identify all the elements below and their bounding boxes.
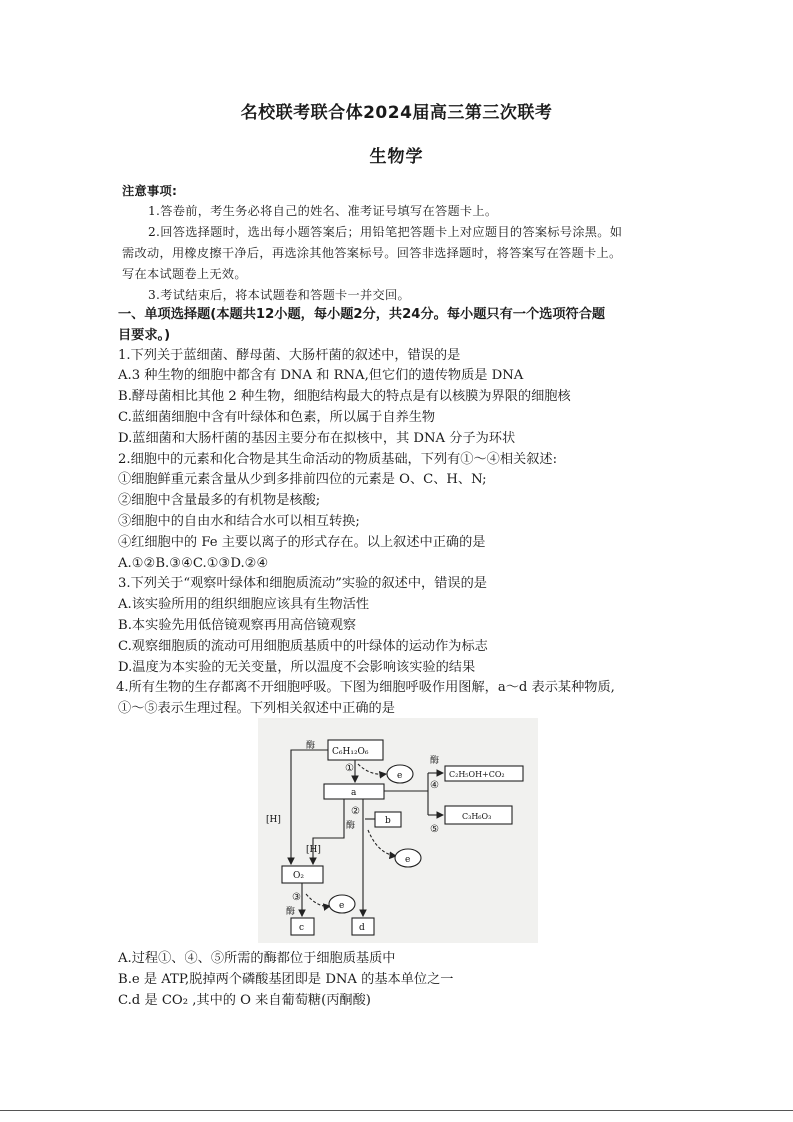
- label-a: a: [351, 788, 357, 798]
- notice-item: 2.回答选择题时，选出每小题答案后；用铅笔把答题卡上对应题目的答案标号涂黑。如: [148, 225, 623, 239]
- notice-item: 写在本试题卷上无效。: [122, 267, 247, 281]
- notice-item: 需改动，用橡皮擦干净后，再选涂其他答案标号。回答非选择题时，将答案写在答题卡上。: [122, 246, 622, 260]
- respiration-diagram: [258, 718, 538, 943]
- question-3-option-a: A.该实验所用的组织细胞应该具有生物活性: [118, 597, 370, 612]
- step-4: ④: [430, 780, 439, 791]
- step-3: ③: [292, 892, 301, 903]
- section-heading: 一、单项选择题(本题共12小题，每小题2分，共24分。每小题只有一个选项符合题: [118, 307, 606, 322]
- question-2-statement: ②细胞中含量最多的有机物是核酸;: [118, 493, 321, 508]
- enzyme-label: 酶: [306, 741, 316, 751]
- ethanol-label: C₂H₅OH+CO₂: [449, 770, 505, 779]
- label-b: b: [385, 816, 391, 826]
- h-label: [H]: [306, 845, 321, 855]
- enzyme-label: 酶: [430, 756, 440, 766]
- question-1-option-d: D.蓝细菌和大肠杆菌的基因主要分布在拟核中，其 DNA 分子为环状: [118, 431, 516, 446]
- subject-title: 生物学: [369, 147, 424, 167]
- question-3-option-d: D.温度为本实验的无关变量，所以温度不会影响该实验的结果: [118, 660, 476, 675]
- step-2: ②: [351, 806, 360, 817]
- label-e: e: [397, 771, 403, 781]
- label-d: d: [359, 923, 365, 933]
- question-4-option-a: A.过程①、④、⑤所需的酶都位于细胞质基质中: [118, 951, 396, 966]
- question-1-stem: 1.下列关于蓝细菌、酵母菌、大肠杆菌的叙述中，错误的是: [118, 348, 461, 363]
- question-2-statement: ③细胞中的自由水和结合水可以相互转换;: [118, 514, 360, 529]
- enzyme-label: 酶: [346, 821, 356, 831]
- question-2-statement: ④红细胞中的 Fe 主要以离子的形式存在。以上叙述中正确的是: [118, 535, 486, 550]
- notice-item: 3.考试结束后，将本试题卷和答题卡一并交回。: [148, 288, 410, 302]
- notice-heading: 注意事项:: [122, 184, 178, 198]
- label-c: c: [299, 923, 305, 933]
- question-4-stem: ①～⑤表示生理过程。下列相关叙述中正确的是: [118, 701, 395, 716]
- question-2-stem: 2.细胞中的元素和化合物是其生命活动的物质基础，下列有①～④相关叙述:: [118, 452, 558, 467]
- question-3-option-c: C.观察细胞质的流动可用细胞质基质中的叶绿体的运动作为标志: [118, 639, 488, 654]
- label-e: e: [405, 855, 411, 865]
- label-e: e: [339, 901, 345, 911]
- step-1: ①: [345, 763, 354, 774]
- question-1-option-b: B.酵母菌相比其他 2 种生物，细胞结构最大的特点是有以核膜为界限的细胞核: [118, 389, 571, 404]
- question-4-stem: 4.所有生物的生存都离不开细胞呼吸。下图为细胞呼吸作用图解，a～d 表示某种物质,: [116, 680, 615, 695]
- question-3-stem: 3.下列关于“观察叶绿体和细胞质流动”实验的叙述中，错误的是: [118, 576, 487, 591]
- o2-label: O₂: [293, 871, 304, 881]
- section-heading: 目要求。): [118, 328, 171, 343]
- glucose-label: C₆H₁₂O₆: [332, 747, 369, 757]
- question-3-option-b: B.本实验先用低倍镜观察再用高倍镜观察: [118, 618, 357, 633]
- bottom-divider: [0, 1110, 793, 1111]
- step-5: ⑤: [430, 824, 439, 835]
- question-4-option-c: C.d 是 CO₂ ,其中的 O 来自葡萄糖(丙酮酸): [118, 993, 371, 1008]
- lactate-label: C₃H₆O₃: [462, 812, 492, 821]
- question-2-statement: ①细胞鲜重元素含量从少到多排前四位的元素是 O、C、H、N;: [118, 472, 487, 487]
- question-1-option-c: C.蓝细菌细胞中含有叶绿体和色素，所以属于自养生物: [118, 410, 436, 425]
- notice-item: 1.答卷前，考生务必将自己的姓名、准考证号填写在答题卡上。: [148, 204, 498, 218]
- question-2-options: A.①②B.③④C.①③D.②④: [118, 556, 269, 571]
- enzyme-label: 酶: [286, 907, 296, 917]
- h-label: [H]: [266, 815, 281, 825]
- question-1-option-a: A.3 种生物的细胞中都含有 DNA 和 RNA,但它们的遗传物质是 DNA: [118, 368, 524, 383]
- exam-title: 名校联考联合体2024届高三第三次联考: [240, 103, 553, 123]
- question-4-option-b: B.e 是 ATP,脱掉两个磷酸基团即是 DNA 的基本单位之一: [118, 972, 454, 987]
